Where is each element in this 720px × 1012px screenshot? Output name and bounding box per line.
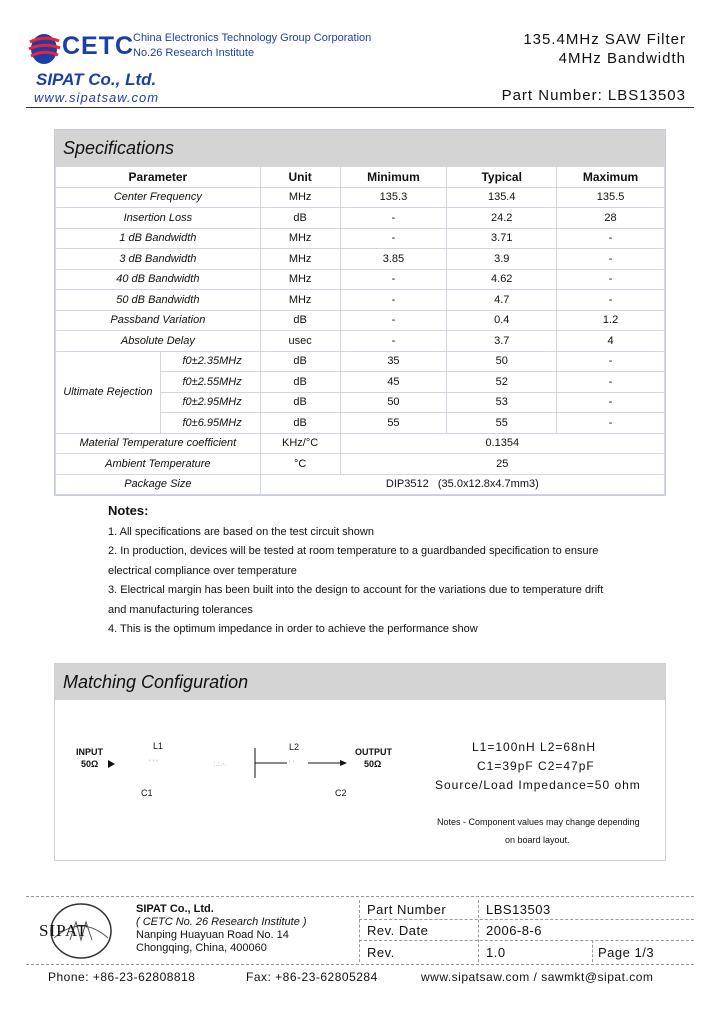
param-cell: 50 dB Bandwidth [56, 290, 261, 311]
typ-cell: 50 [447, 351, 557, 372]
table-row [56, 454, 665, 475]
param-cell: Package Size [56, 474, 261, 495]
unit-cell: MHz [260, 290, 340, 311]
value-cell: 25 [340, 454, 664, 475]
rejection-label: Ultimate Rejection [56, 351, 161, 433]
typ-cell: 3.9 [447, 249, 557, 270]
company-address [136, 903, 307, 955]
product-title [523, 30, 686, 68]
footer-address-1: Nanping Huayuan Road No. 14 [136, 929, 289, 941]
max-cell: 135.5 [557, 187, 665, 208]
col-header-minimum: Minimum [340, 167, 447, 188]
rejection-freq-cell: f0±2.95MHz [160, 392, 260, 413]
input-impedance: 50Ω [81, 759, 99, 769]
max-cell: 4 [557, 331, 665, 352]
param-cell: Material Temperature coefficient [56, 433, 261, 454]
param-cell: Passband Variation [56, 310, 261, 331]
matching-heading: Matching Configuration [55, 664, 665, 700]
component-note-line-1: Notes - Component values may change depending [437, 817, 640, 827]
company-name: SIPAT Co., Ltd. [36, 70, 157, 89]
param-cell: 40 dB Bandwidth [56, 269, 261, 290]
table-row [56, 208, 665, 229]
specifications-heading: Specifications [55, 130, 665, 166]
max-cell: - [557, 413, 665, 434]
min-cell: - [340, 310, 447, 331]
table-header-row [56, 167, 665, 188]
param-cell: Absolute Delay [56, 331, 261, 352]
max-cell: - [557, 290, 665, 311]
footer-web-email[interactable]: www.sipatsaw.com / sawmkt@sipat.com [421, 970, 654, 984]
saw-filter-mark: :.:.-. [213, 760, 227, 768]
l2-inductor-mark: ' ' [289, 760, 295, 767]
footer-address-2: Chongqing, China, 400060 [136, 942, 267, 954]
table-row [56, 290, 665, 311]
param-cell: Center Frequency [56, 187, 261, 208]
rejection-freq-cell: f0±2.35MHz [160, 351, 260, 372]
typ-cell: 52 [447, 372, 557, 393]
max-cell: - [557, 249, 665, 270]
footer-row-rule [359, 919, 694, 920]
param-cell: Ambient Temperature [56, 454, 261, 475]
input-label: INPUT [76, 747, 103, 757]
rev-date-value: 2006-8-6 [486, 923, 543, 938]
l1-label: L1 [153, 741, 164, 751]
table-row [56, 187, 665, 208]
matching-panel [54, 663, 666, 861]
unit-cell: dB [260, 310, 340, 331]
unit-cell: dB [260, 392, 340, 413]
corporation-name [133, 31, 371, 61]
table-row [56, 351, 665, 372]
output-impedance: 50Ω [364, 759, 382, 769]
typ-cell: 53 [447, 392, 557, 413]
typ-cell: 3.7 [447, 331, 557, 352]
min-cell: 55 [340, 413, 447, 434]
unit-cell: usec [260, 331, 340, 352]
typ-cell: 0.4 [447, 310, 557, 331]
output-label: OUTPUT [355, 747, 392, 757]
table-row [56, 474, 665, 495]
table-row [56, 249, 665, 270]
unit-cell: dB [260, 351, 340, 372]
rev-label: Rev. [367, 945, 395, 960]
unit-cell: dB [260, 208, 340, 229]
max-cell: - [557, 372, 665, 393]
footer-divider [478, 900, 479, 962]
table-row [56, 269, 665, 290]
note-line: 3. Electrical margin has been built into the design to account for the variations due to temperature drift [108, 584, 604, 596]
unit-cell: MHz [260, 187, 340, 208]
unit-cell: MHz [260, 228, 340, 249]
l2-label: L2 [289, 742, 300, 752]
col-header-typical: Typical [447, 167, 557, 188]
typ-cell: 135.4 [447, 187, 557, 208]
table-row [56, 228, 665, 249]
note-line: electrical compliance over temperature [108, 564, 297, 577]
specifications-panel [54, 129, 666, 496]
typ-cell: 24.2 [447, 208, 557, 229]
param-cell: 1 dB Bandwidth [56, 228, 261, 249]
unit-cell: dB [260, 372, 340, 393]
notes-title: Notes: [108, 503, 149, 518]
max-cell: - [557, 351, 665, 372]
note-line: 4. This is the optimum impedance in order to achieve the performance show [108, 623, 478, 635]
min-cell: - [340, 290, 447, 311]
table-row [56, 310, 665, 331]
min-cell: - [340, 331, 447, 352]
sipat-seal [34, 900, 128, 962]
max-cell: 28 [557, 208, 665, 229]
footer-row-rule [359, 940, 694, 941]
param-cell: 3 dB Bandwidth [56, 249, 261, 270]
typ-cell: 55 [447, 413, 557, 434]
rev-date-label: Rev. Date [367, 923, 429, 938]
cetc-logo [28, 30, 135, 70]
specifications-table [55, 166, 665, 495]
footer-divider [359, 900, 360, 962]
table-row [56, 433, 665, 454]
min-cell: - [340, 269, 447, 290]
unit-cell: KHz/°C [260, 433, 340, 454]
typ-cell: 4.7 [447, 290, 557, 311]
part-number-value: LBS13503 [486, 902, 551, 917]
max-cell: - [557, 228, 665, 249]
unit-cell: MHz [260, 269, 340, 290]
l1-inductor-mark: ' ' ' [149, 759, 158, 766]
footer-fax: Fax: +86-23-62805284 [246, 970, 378, 984]
corp-line-1: China Electronics Technology Group Corporation [133, 32, 372, 44]
min-cell: 45 [340, 372, 447, 393]
page-indicator: Page 1/3 [598, 945, 655, 960]
product-title-line-1: 135.4MHz SAW Filter [523, 31, 686, 48]
output-arrow-icon [340, 760, 347, 766]
input-arrow-icon [108, 760, 115, 768]
min-cell: 35 [340, 351, 447, 372]
capacitor-values: C1=39pF C2=47pF [477, 759, 595, 773]
rejection-freq-cell: f0±2.55MHz [160, 372, 260, 393]
note-line: 1. All specifications are based on the test circuit shown [108, 525, 374, 538]
param-cell: Insertion Loss [56, 208, 261, 229]
unit-cell: MHz [260, 249, 340, 270]
footer-company: SIPAT Co., Ltd. [136, 903, 214, 915]
rev-value: 1.0 [486, 945, 506, 960]
value-cell: DIP3512 (35.0x12.8x4.7mm3) [260, 474, 664, 495]
c2-label: C2 [335, 788, 347, 798]
part-number-header: Part Number: LBS13503 [501, 87, 686, 104]
company-url[interactable]: www.sipatsaw.com [34, 90, 160, 105]
rejection-freq-cell: f0±6.95MHz [160, 413, 260, 434]
min-cell: 50 [340, 392, 447, 413]
product-title-line-2: 4MHz Bandwidth [558, 50, 686, 67]
footer-phone: Phone: +86-23-62808818 [48, 970, 196, 984]
col-header-unit: Unit [260, 167, 340, 188]
min-cell: 3.85 [340, 249, 447, 270]
part-number-label: Part Number [367, 902, 447, 917]
typ-cell: 4.62 [447, 269, 557, 290]
max-cell: 1.2 [557, 310, 665, 331]
seal-text: SIPAT [39, 921, 88, 940]
c1-label: C1 [141, 788, 153, 798]
inductor-values: L1=100nH L2=68nH [472, 740, 597, 754]
table-row [56, 331, 665, 352]
corp-line-2: No.26 Research Institute [133, 47, 255, 59]
component-note-line-2: on board layout. [505, 835, 570, 845]
col-header-parameter: Parameter [56, 167, 261, 188]
note-line: 2. In production, devices will be tested at room temperature to a guardbanded specification to ensure [108, 545, 599, 557]
min-cell: - [340, 208, 447, 229]
globe-icon [28, 30, 62, 68]
unit-cell: °C [260, 454, 340, 475]
unit-cell: dB [260, 413, 340, 434]
max-cell: - [557, 392, 665, 413]
typ-cell: 3.71 [447, 228, 557, 249]
min-cell: - [340, 228, 447, 249]
cetc-logo-text: CETC [62, 32, 135, 60]
note-line: and manufacturing tolerances [108, 603, 253, 616]
col-header-maximum: Maximum [557, 167, 665, 188]
footer-top-rule [26, 896, 694, 897]
max-cell: - [557, 269, 665, 290]
footer-institute: ( CETC No. 26 Research Institute ) [136, 916, 307, 928]
impedance-value: Source/Load Impedance=50 ohm [435, 778, 641, 792]
value-cell: 0.1354 [340, 433, 664, 454]
min-cell: 135.3 [340, 187, 447, 208]
footer-bottom-rule [26, 964, 694, 965]
header-divider [26, 107, 694, 108]
notes-section [108, 501, 628, 640]
matching-circuit [55, 700, 665, 860]
footer-divider [592, 940, 593, 962]
